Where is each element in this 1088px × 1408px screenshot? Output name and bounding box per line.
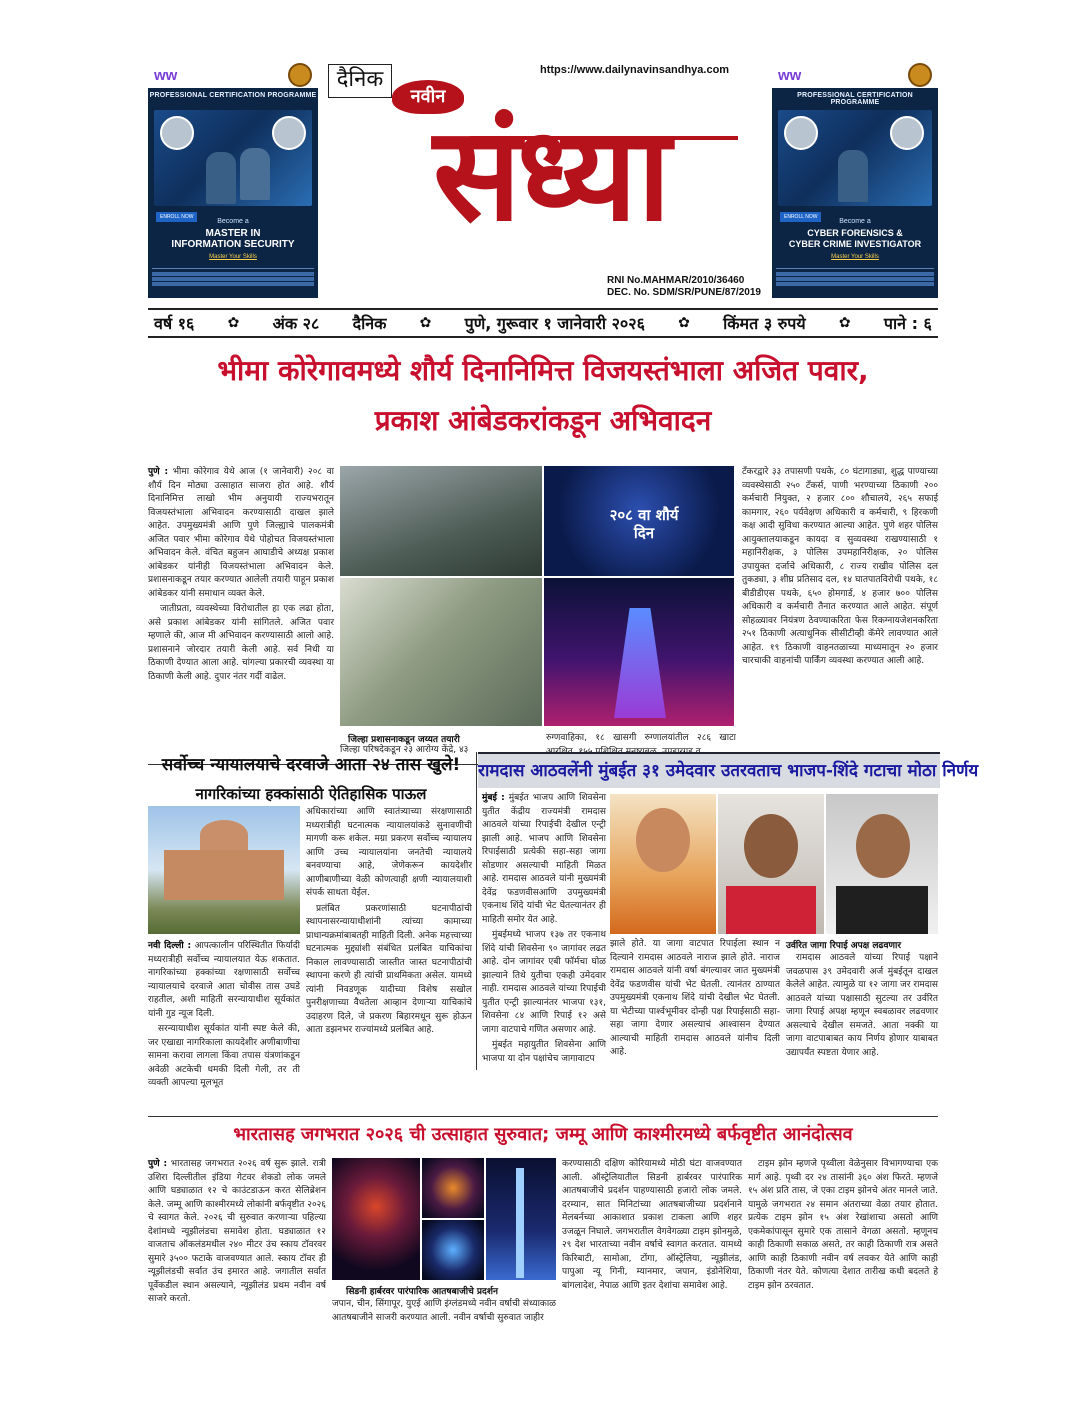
enroll-now-button[interactable]: ENROLL NOW	[156, 212, 197, 222]
story3-photo-shinde	[826, 794, 938, 934]
dateline-issue: अंक २८	[272, 314, 320, 333]
badge-icon	[272, 116, 306, 150]
ad-right[interactable]	[772, 62, 938, 298]
story4-headline[interactable]: भारतासह जगभरात २०२६ ची उत्साहात सुरुवात; जम्मू आणि काश्मीरमध्ये बर्फवृष्टीत आनंदोत्सव	[233, 1124, 853, 1145]
story1-headline[interactable]	[148, 346, 938, 446]
story3-col-a	[482, 792, 606, 1070]
story1-caption-left: जिल्हा परिषदेकडून २३ आरोग्य केंद्रे, ४३	[340, 745, 469, 755]
divider-line-vertical	[476, 752, 477, 1070]
story1-photo-flowers	[340, 578, 542, 726]
flower-icon: ✿	[227, 315, 240, 331]
story3-text-3: मुंबईत महायुतीत शिवसेना आणि भाजपा या दोन पक्षांचेच जागावाटप	[482, 1040, 606, 1064]
story3-photo-fadnavis	[610, 794, 716, 934]
enroll-now-button[interactable]: ENROLL NOW	[780, 212, 821, 222]
person-face-icon	[636, 808, 690, 872]
person-figure	[838, 150, 868, 202]
story3-photo-athawale	[718, 794, 824, 934]
rni-number: RNI No.MAHMAR/2010/36460	[607, 275, 745, 286]
story3-col-b: झाले होते. या जागा वाटपात रिपाईला स्थान न दिल्याने रामदास आठवले नाराज झाले होते. नाराज रामदास आठवले यांनी वर्षा बंगल्यावर जात मुख्यमंत्री देवेंद्र फडणवीस यांची भेट घेतली. त्यानंतर ठाण्यात उपमुख्यमंत्री एकनाथ शिंदे यांची देखील भेट घेतली. या भेटीच्या पार्श्वभूमीवर दोन्ही पक्ष रिपाईसाठी सहा-सहा जागा देणार असल्याचं आश्वासन देण्यात आल्याची माहिती रामदास आठवले यांनीच दिली आहे.	[610, 939, 780, 1057]
flower-icon: ✿	[419, 315, 432, 331]
story3-col-c: रामदास आठवले यांच्या रिपाई पक्षाने जवळपास ३९ उमेदवारी अर्ज मुंबईतून दाखल केलेले आहेत. त्यामुळे या १२ जागा जर रामदास आठवले यांच्या पक्षासाठी सुटल्या तर उर्वरित जागा रिपाई अपक्ष म्हणून स्वबळावर लढवणार असल्याचे देखील समजते. आता नक्की या जागा वाटपाबाबत काय निर्णय होणार याबाबत उद्यापर्यंत स्पष्टता येणार आहे.	[786, 953, 938, 1058]
brand-logo-icon: ww	[778, 66, 802, 84]
person-face-icon	[744, 814, 798, 878]
person-shirt	[726, 886, 816, 934]
rni-info	[607, 275, 761, 299]
person-shirt	[836, 886, 928, 934]
story1-headline-line2: प्रकाश आंबेडकरांकडून अभिवादन	[374, 404, 712, 437]
declaration-number: DEC. No. SDM/SR/PUNE/87/2019	[607, 287, 761, 298]
story4-col-d: टाइम झोन म्हणजे पृथ्वीला वेळेनुसार विभागण्याचा एक मार्ग आहे. पृथ्वी दर २४ तासांनी ३६० अंश फिरते. म्हणजे १५ अंश प्रति तास, जे एका टाइम झोनचे अंतर मानले जाते. यामुळे जगभरात २४ समान अंतराच्या वेळा तयार होतात. प्रत्येक टाइम झोन १५ अंश रेखांशाचा असतो आणि एकमेकांपासून सुमारे एक तासाने वेगळा असतो. म्हणूनच काही ठिकाणी सकाळ असते, तर काही ठिकाणी रात्र असते आणि काही ठिकाणी नवीन वर्ष लवकर येते आणि काही ठिकाणी नंतर येते. कोणत्या देशात तारीख कधी बदलते हे टाइम झोन ठरवतात.	[748, 1159, 938, 1291]
badge-icon	[784, 116, 818, 150]
story2-text-2: सरन्यायाधीश सूर्यकांत यांनी स्पष्ट केले की, जर एखाद्या नागरिकाला कायदेशीर अणीबाणीचा सामना करावा लागला किंवा तपास यंत्रणांकडून अवेळी अटकेची धमकी दिली गेली, तर ती व्यक्ती आपल्या मूलभूत	[148, 1024, 300, 1088]
masthead-title: संध्या	[433, 97, 667, 250]
ad-right-become: Become a	[839, 218, 871, 225]
ad-left-logos	[148, 62, 318, 88]
story1-headline-line1: भीमा कोरेगावमध्ये शौर्य दिनानिमित्त विजयस्तंभाला अजित पवार,	[217, 354, 869, 387]
tower-icon	[516, 1168, 524, 1278]
court-dome-icon	[200, 820, 248, 850]
dateline-year: वर्ष १६	[154, 314, 195, 333]
ad-left-title-line1: MASTER IN	[205, 228, 261, 239]
story2-col-b	[306, 806, 472, 1070]
masthead-navin: नवीन	[392, 80, 464, 114]
person-figure	[206, 152, 236, 204]
website-link[interactable]: https://www.dailynavinsandhya.com	[540, 64, 730, 76]
dateline	[148, 308, 938, 338]
ad-left-title-line2: INFORMATION SECURITY	[171, 239, 295, 250]
ad-right-footer	[776, 268, 934, 295]
story4-photo-tower	[486, 1158, 556, 1280]
story3-headline[interactable]: रामदास आठवलेंनी मुंबईत ३१ उमेदवार उतरवताच भाजप-शिंदे गटाचा मोठा निर्णय	[478, 752, 940, 788]
ad-left[interactable]	[148, 62, 318, 298]
story2-headline[interactable]: सर्वोच्च न्यायालयाचे दरवाजे आता २४ तास खुले!	[161, 755, 461, 775]
story3-col-c-title: उर्वरित जागा रिपाई अपक्ष लढवणार	[786, 941, 902, 951]
story4-photo-fireworks	[422, 1158, 484, 1218]
story2-col-a	[148, 940, 300, 1088]
ad-left-image	[154, 110, 312, 206]
story1-photo-label: २०८ वा शौर्य दिन	[609, 506, 679, 542]
brand-logo-icon: ww	[154, 66, 178, 84]
masthead-dainik: दैनिक	[328, 64, 392, 98]
dateline-place-date: पुणे, गुरूवार १ जानेवारी २०२६	[464, 314, 645, 333]
story4-photo-fireworks	[332, 1158, 420, 1280]
story2-subheadline: नागरिकांच्या हक्कांसाठी ऐतिहासिक पाऊल	[195, 785, 427, 803]
story2-text-4: प्रलंबित प्रकरणांसाठी घटनापीठांची स्थापनासरन्यायाधीशांनी त्यांच्या कामाच्या प्राधान्यक्रमांबाबतही माहिती दिली. अनेक महत्त्वाच्या घटनात्मक मुद्द्यांशी संबंधित प्रलंबित याचिकांचा निकाल लावण्यासाठी जास्तीत जास्त घटनापीठांची स्थापना करणे ही त्यांची प्राथमिकता असेल. यामध्ये त्यांनी निवडणूक यादीच्या विशेष सखोल पुनरीक्षणाच्या वैधतेला आव्हान देणाऱ्या याचिकांचे उदाहरण दिले, जे प्रकरण बिहारमधून सुरू होऊन आता डझनभर राज्यांमध्ये प्रलंबित आहे.	[306, 903, 472, 1035]
story4-dateline: पुणे :	[148, 1159, 168, 1169]
ad-left-become: Become a	[217, 218, 249, 225]
flower-icon: ✿	[678, 315, 690, 331]
ad-left-title	[148, 228, 318, 250]
ad-right-programme: PROFESSIONAL CERTIFICATION PROGRAMME	[797, 92, 913, 106]
story1-col3: टँकरद्वारे ३३ तपासणी पथके, ८० घंटागाड्या, शुद्ध पाण्याच्या व्यवस्थेसाठी २५० टँकर्स, पाणी भरण्याच्या ठिकाणी २०० कर्मचारी नियुक्त, २ हजार ८०० शौचालये, २६५ सफाई कामगार, २६० पर्यवेक्षण अधिकारी व कर्मचारी, ९ हिरकणी कक्ष आदी सुविधा करण्यात आल्या आहेत. पुणे शहर पोलिस आयुक्तालयाकडून कायदा व सुव्यवस्था राखण्यासाठी १ महानिरीक्षक, ३ पोलिस उपमहानिरीक्षक, २० पोलिस उपायुक्त दर्जाचे अधिकारी, ८ राज्य राखीव पोलिस दल तुकड्या, ३ शीघ्र प्रतिसाद दल, १४ घातपातविरोधी पथके, १८ बीडीडीएस पथके, ६५० होमगार्ड, ४ हजार ७०० पोलिस अधिकारी व कर्मचारी तैनात करण्यात आले आहेत. संपूर्ण सोहळ्यावर नियंत्रण ठेवण्याकरिता फेस रिकग्नायजेशनकरिता २५१ ठिकाणी अत्याधुनिक सीसीटीव्ही कॅमेरे लावण्यात आले आहेत. १९ ठिकाणी वाहनतळाच्या माध्यमातून २० हजार चारचाकी वाहनांची पार्किंग व्यवस्था करण्यात आली आहे.	[742, 467, 938, 666]
story2-text-3: अधिकारांच्या आणि स्वातंत्र्याच्या संरक्षणासाठी मध्यरात्रीही घटनात्मक न्यायालयांकडे सुनावणीची मागणी करू शकेल. मग्रा प्रकरण सर्वोच्च न्यायालय आणि उच्च न्यायालयांना जनतेची न्यायालये बनवण्याचा आहे, जेणेकरून कायदेशीर आणीबाणीच्या वेळी कोणत्याही क्षणी न्यायालयाशी संपर्क साधता येईल.	[306, 807, 472, 898]
story3-dateline: मुंबई :	[482, 793, 505, 803]
story4-col-c: करण्यासाठी दक्षिण कोरियामध्ये मोठी घंटा वाजवण्यात आली. ऑस्ट्रेलियातील सिडनी हार्बरवर पारंपारिक आतषबाजीचे प्रदर्शन पाहण्यासाठी हजारो लोक जमले. दरम्यान, सात मिनिटांच्या आतषबाजीच्या प्रदर्शनाने मेलबर्नच्या आकाशात प्रकाश टाकला आणि शहर उजळून निघाले. जगभरातील वेगवेगळ्या टाइम झोनमुळे, २९ देश भारताच्या नवीन वर्षाचे स्वागत करतात. यामध्ये किरिबाटी, सामोआ, टोंगा, ऑस्ट्रेलिया, न्यूझीलंड, पापुआ न्यू गिनी, म्यानमार, जपान, इंडोनेशिया, बांगलादेश, नेपाळ आणि इतर देशांचा समावेश आहे.	[562, 1159, 742, 1291]
dateline-daily: दैनिक	[352, 314, 387, 333]
pillar-shape-icon	[614, 608, 666, 718]
university-seal-icon	[908, 63, 932, 87]
story3-text-2: मुंबईमध्ये भाजप १३७ तर एकनाथ शिंदे यांची शिवसेना ९० जागांवर लढत आहे. दोन जागांवर एबी फॉर्मचा घोळ झाल्याने तिथे युतीचा एकही उमेदवार नाही. रामदास आठवले यांच्या रिपाईची युतीत एन्ट्री झाल्यानंतर भाजपा १३१, शिवसेना ८४ आणि रिपाई १२ असे जागा वाटपाचे गणित असणार आहे.	[482, 930, 606, 1035]
story1-caption-left-title: जिल्हा प्रशासनाकडून जय्यत तयारी	[348, 735, 460, 745]
story1-caption-right: रुग्णवाहिका, १८ खासगी रुग्णालयांतील २८६ खाटा	[546, 733, 736, 743]
divider-line	[148, 1116, 938, 1117]
dateline-pages: पाने : ६	[883, 314, 932, 333]
badge-icon	[160, 116, 194, 150]
story4-text-1: भारतासह जगभरात २०२६ वर्ष सुरू झाले. रात्री उशिरा दिल्लीतील इंडिया गेटवर शेकडो लोक जमले आणि घड्याळात १२ चे काउंटडाऊन करत सेलिब्रेशन केले. जम्मू आणि काश्मीरमध्ये लोकांनी बर्फवृष्टीत २०२६ चे स्वागत केले. २०२६ ची सुरुवात करणाऱ्या पहिल्या देशांमध्ये न्यूझीलंडचा समावेश होता. घड्याळात १२ वाजताच ऑकलंडमधील २४० मीटर उंच स्काय टॉवरवर सुमारे ३५०० फटाके वाजवण्यात आले. स्काय टॉवर ही न्यूझीलंडची सर्वात उंच इमारत आहे. जगातील सर्वात पूर्वेकडील स्थान असल्याने, न्यूझीलंड प्रथम नवीन वर्ष साजरे करतो.	[148, 1159, 326, 1304]
story1-photo-pillar-lights	[544, 578, 734, 726]
ad-left-cta[interactable]: Master Your Skills	[209, 254, 257, 260]
story4-col-b: जपान, चीन, सिंगापूर, युएई आणि इंग्लंडमध्ये नवीन वर्षाची संध्याकाळ आतषबाजीने साजरी करण्यात आली. नवीन वर्षाची सुरुवात जाहीर	[332, 1299, 556, 1323]
story4-photo-fireworks	[422, 1220, 484, 1280]
ad-right-title-line1: CYBER FORENSICS &	[807, 228, 903, 238]
flower-icon: ✿	[838, 315, 851, 331]
person-figure	[240, 148, 270, 200]
court-building-icon	[164, 850, 284, 900]
supreme-court-photo	[148, 806, 300, 934]
story1-text-1: भीमा कोरेगाव येथे आज (१ जानेवारी) २०८ वा शौर्य दिन मोठ्या उत्साहात साजरा होत आहे. शौर्य दिनानिमित्त लाखो भीम अनुयायी राज्यभरातून विजयस्तंभाला अभिवादन करण्यासाठी दाखल झाले आहेत. उपमुख्यमंत्री आणि पुणे जिल्ह्याचे पालकमंत्री अजित पवार भीमा कोरेगाव येथे पोहोचत विजयस्तंभाला अभिवादन केले. वंचित बहुजन आघाडीचे अध्यक्ष प्रकाश आंबेडकर यांनीही विजयस्तंभाला अभिवादन केले. प्रशासनाकडून तयार करण्यात आलेली तयारी पाहून प्रकाश आंबेडकर यांनी समाधान व्यक्त केले.	[148, 467, 334, 599]
ad-right-image	[778, 110, 932, 206]
story1-dateline: पुणे :	[148, 467, 169, 477]
story1-photo-grid	[340, 466, 734, 726]
badge-icon	[890, 116, 924, 150]
ad-right-title	[772, 228, 938, 250]
ad-left-footer	[152, 268, 314, 295]
story1-col1	[148, 466, 334, 748]
story1-photo-pillar-night	[544, 466, 734, 576]
story4-col-a	[148, 1158, 326, 1358]
ad-right-cta[interactable]: Master Your Skills	[831, 254, 879, 260]
story4-photo-caption: सिडनी हार्बरवर पारंपारिक आतषबाजीचे प्रदर्शन	[346, 1287, 498, 1297]
story2-text-1: आपत्कालीन परिस्थितीत फिर्यादी मध्यरात्रीही सर्वोच्च न्यायालयात येऊ शकतात. नागरिकांच्या हक्कांच्या रक्षणासाठी सर्वोच्च न्यायालयाचे दरवाजे आता चोवीस तास उघडे राहतील, अशी माहिती सरन्यायाधीश सूर्यकांत यांनी गुड न्यूज दिली.	[148, 941, 300, 1019]
ad-right-title-line2: CYBER CRIME INVESTIGATOR	[788, 239, 922, 249]
story1-photo-crowd	[340, 466, 542, 576]
story2-dateline: नवी दिल्ली :	[148, 941, 192, 951]
university-seal-icon	[288, 63, 312, 87]
story1-text-2: जातीप्रता, व्यवस्थेच्या विरोधातील हा एक लढा होता, असे प्रकाश आंबेडकर यांनी सांगितले. अजित पवार म्हणाले की, आज मी अभिवादन करण्यासाठी आलो आहे. प्रशासनाने जोरदार तयारी केली आहे. सर्व निधी या ठिकाणी देण्यात आला आहे. चांगल्या प्रकारची व्यवस्था या ठिकाणी केली आहे. दुपार नंतर गर्दी वाढेल.	[148, 604, 334, 682]
story3-text-1: मुंबईत भाजप आणि शिवसेना युतीत केंद्रीय राज्यमंत्री रामदास आठवले यांच्या रिपाईची देखील एन्ट्री झाली आहे. भाजप आणि शिवसेना रिपाईसाठी प्रत्येकी सहा-सहा जागा सोडणार असल्याची माहिती मिळत आहे. रामदास आठवले यांनी मुख्यमंत्री देवेंद्र फडणवीसआणि उपमुख्यमंत्री एकनाथ शिंदे यांची भेट घेतल्यानंतर ही माहिती समोर येत आहे.	[482, 793, 606, 925]
dateline-price: किंमत ३ रुपये	[723, 314, 806, 333]
person-face-icon	[856, 814, 910, 878]
ad-right-logos	[772, 62, 938, 88]
ad-left-programme: PROFESSIONAL CERTIFICATION PROGRAMME	[149, 92, 317, 99]
